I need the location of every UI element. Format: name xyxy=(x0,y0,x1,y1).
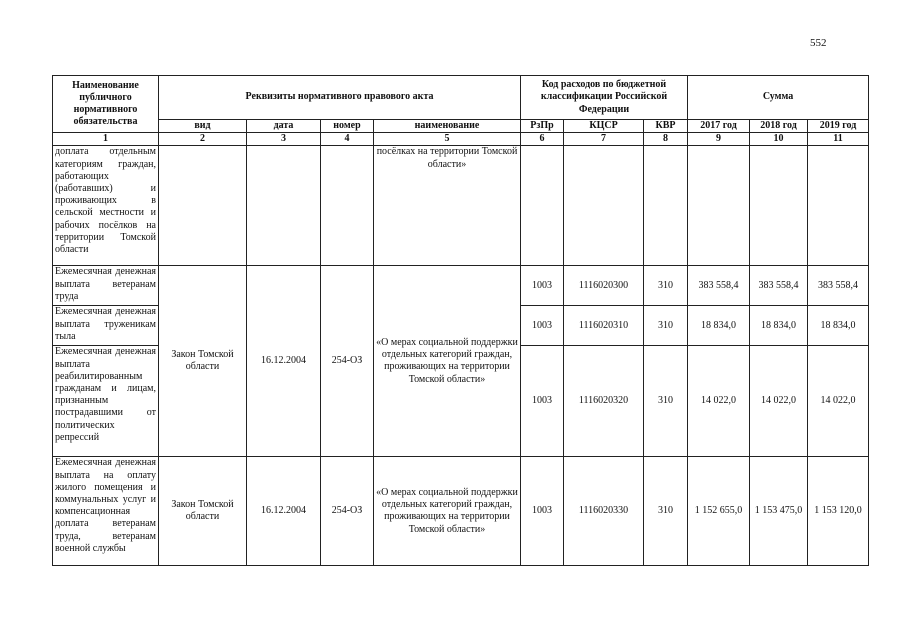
act-name: посёлках на территории Томской области» xyxy=(374,146,521,266)
column-number: 5 xyxy=(374,133,521,146)
sum-2018: 14 022,0 xyxy=(750,346,808,457)
act-type: Закон Томской области xyxy=(159,457,247,566)
sum-2017: 383 558,4 xyxy=(688,266,750,306)
rzpr: 1003 xyxy=(521,306,564,346)
header-act-name: наименование xyxy=(374,120,521,133)
header-obligation-name: Наименование публичного нормативного обязательства xyxy=(53,76,159,133)
act-name: «О мерах социальной поддержки отдельных категорий граждан, проживающих на территории Томской области» xyxy=(374,266,521,457)
column-number: 6 xyxy=(521,133,564,146)
column-number: 1 xyxy=(53,133,159,146)
header-kvr: КВР xyxy=(644,120,688,133)
sum-2017: 14 022,0 xyxy=(688,346,750,457)
rzpr: 1003 xyxy=(521,346,564,457)
sum-2019: 383 558,4 xyxy=(808,266,869,306)
table-row xyxy=(53,457,869,566)
column-number: 4 xyxy=(321,133,374,146)
column-number: 11 xyxy=(808,133,869,146)
kvr: 310 xyxy=(644,346,688,457)
header-date: дата xyxy=(247,120,321,133)
sum-2019: 14 022,0 xyxy=(808,346,869,457)
header-requisites: Реквизиты нормативного правового акта xyxy=(159,76,521,120)
column-number-row xyxy=(53,133,869,146)
obligation-name: Ежемесячная денежная выплата труженикам тыла xyxy=(53,306,159,346)
act-name: «О мерах социальной поддержки отдельных категорий граждан, проживающих на территории Томской области» xyxy=(374,457,521,566)
kvr: 310 xyxy=(644,306,688,346)
header-sum: Сумма xyxy=(688,76,869,120)
header-budget-code: Код расходов по бюджетной классификации Российской Федерации xyxy=(521,76,688,120)
header-2019: 2019 год xyxy=(808,120,869,133)
act-type: Закон Томской области xyxy=(159,266,247,457)
header-rzpr: РзПр xyxy=(521,120,564,133)
act-date: 16.12.2004 xyxy=(247,266,321,457)
act-number: 254-ОЗ xyxy=(321,266,374,457)
table-row xyxy=(53,146,869,266)
sum-2018: 1 153 475,0 xyxy=(750,457,808,566)
header-2017: 2017 год xyxy=(688,120,750,133)
header-row-2 xyxy=(53,120,869,133)
header-kcsr: КЦСР xyxy=(564,120,644,133)
sum-2017: 1 152 655,0 xyxy=(688,457,750,566)
kcsr: 1116020300 xyxy=(564,266,644,306)
page-number: 552 xyxy=(810,37,827,49)
obligation-name: доплата отдельным категориям граждан, работающих (работавших) и проживающих в сельской местности и рабочих посёлков на территории Томской области xyxy=(53,146,159,266)
kvr: 310 xyxy=(644,457,688,566)
obligation-name: Ежемесячная денежная выплата на оплату жилого помещения и коммунальных услуг и компенсационная доплата ветеранам труда, ветеранам военной службы xyxy=(53,457,159,566)
column-number: 7 xyxy=(564,133,644,146)
rzpr: 1003 xyxy=(521,457,564,566)
column-number: 8 xyxy=(644,133,688,146)
kvr: 310 xyxy=(644,266,688,306)
sum-2018: 18 834,0 xyxy=(750,306,808,346)
act-date: 16.12.2004 xyxy=(247,457,321,566)
sum-2019: 18 834,0 xyxy=(808,306,869,346)
header-number: номер xyxy=(321,120,374,133)
obligation-name: Ежемесячная денежная выплата реабилитированным гражданам и лицам, признанным пострадавшими от политических репрессий xyxy=(53,346,159,457)
column-number: 9 xyxy=(688,133,750,146)
kcsr: 1116020330 xyxy=(564,457,644,566)
act-number: 254-ОЗ xyxy=(321,457,374,566)
kcsr: 1116020310 xyxy=(564,306,644,346)
table-row xyxy=(53,266,869,306)
obligations-table xyxy=(52,75,869,566)
sum-2019: 1 153 120,0 xyxy=(808,457,869,566)
header-row-1 xyxy=(53,76,869,120)
sum-2018: 383 558,4 xyxy=(750,266,808,306)
header-2018: 2018 год xyxy=(750,120,808,133)
column-number: 2 xyxy=(159,133,247,146)
column-number: 3 xyxy=(247,133,321,146)
header-type: вид xyxy=(159,120,247,133)
rzpr: 1003 xyxy=(521,266,564,306)
obligation-name: Ежемесячная денежная выплата ветеранам труда xyxy=(53,266,159,306)
kcsr: 1116020320 xyxy=(564,346,644,457)
column-number: 10 xyxy=(750,133,808,146)
sum-2017: 18 834,0 xyxy=(688,306,750,346)
